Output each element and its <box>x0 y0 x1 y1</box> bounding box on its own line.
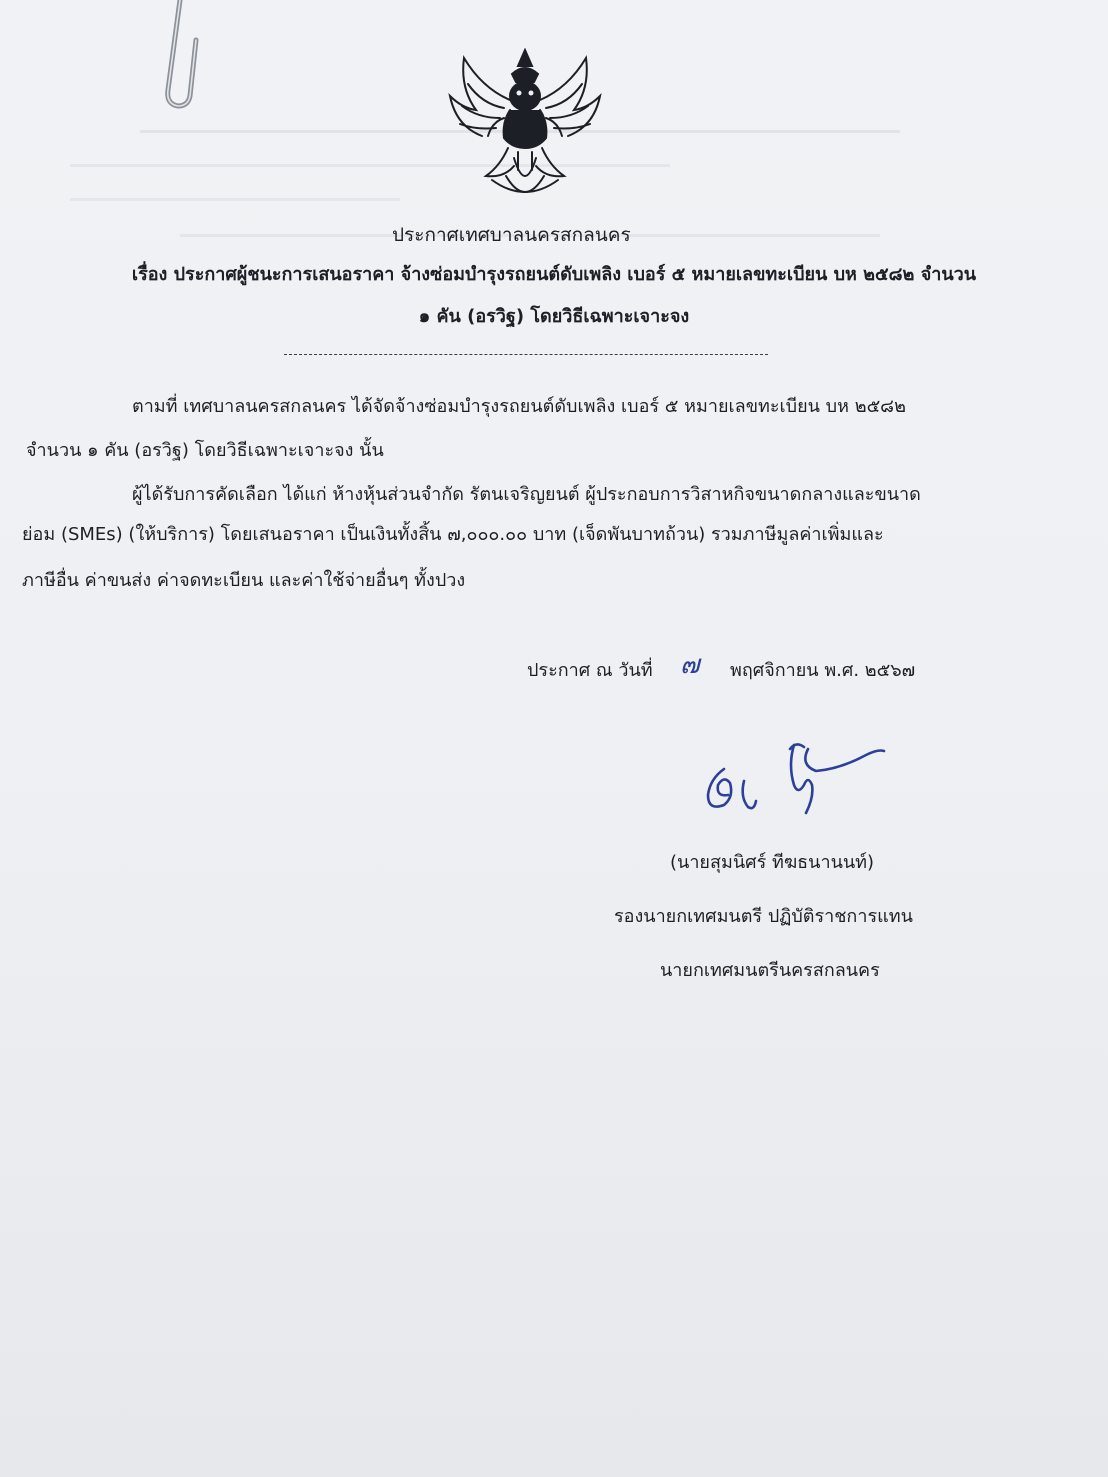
paragraph-1-line-1: ตามที่ เทศบาลนครสกลนคร ได้จัดจ้างซ่อมบำรุงรถยนต์ดับเพลิง เบอร์ ๕ หมายเลขทะเบียน บห ๒๕๘๒ <box>132 396 906 417</box>
date-prefix: ประกาศ ณ วันที่ <box>527 660 653 681</box>
signer-title-2: นายกเทศมนตรีนครสกลนคร <box>660 960 880 981</box>
subject-line-2: ๑ คัน (อรวิฐ) โดยวิธีเฉพาะเจาะจง <box>418 306 690 327</box>
paragraph-1-line-2: จำนวน ๑ คัน (อรวิฐ) โดยวิธีเฉพาะเจาะจง นั้น <box>26 440 384 461</box>
paragraph-2-line-1: ผู้ได้รับการคัดเลือก ได้แก่ ห้างหุ้นส่วนจำกัด รัตนเจริญยนต์ ผู้ประกอบการวิสาหกิจขนาดกลางและขนาด <box>132 484 921 505</box>
garuda-emblem <box>442 48 608 208</box>
signer-name: (นายสุมนิศร์ ทีฆธนานนท์) <box>670 852 875 873</box>
date-suffix: พฤศจิกายน พ.ศ. ๒๕๖๗ <box>730 660 916 681</box>
handwritten-signature <box>690 735 900 830</box>
paragraph-2-line-3: ภาษีอื่น ค่าขนส่ง ค่าจดทะเบียน และค่าใช้จ่ายอื่นๆ ทั้งปวง <box>22 570 466 591</box>
announcement-header: ประกาศเทศบาลนครสกลนคร <box>392 224 631 246</box>
dashed-separator <box>284 354 768 355</box>
paragraph-2-line-2: ย่อม (SMEs) (ให้บริการ) โดยเสนอราคา เป็นเงินทั้งสิ้น ๗,๐๐๐.๐๐ บาท (เจ็ดพันบาทถ้วน) รวมภาษีมูลค่าเพิ่มและ <box>22 524 884 545</box>
date-day-handwritten: ๗ <box>680 650 700 680</box>
signer-title-1: รองนายกเทศมนตรี ปฏิบัติราชการแทน <box>614 906 913 927</box>
subject-line-1: เรื่อง ประกาศผู้ชนะการเสนอราคา จ้างซ่อมบำรุงรถยนต์ดับเพลิง เบอร์ ๕ หมายเลขทะเบียน บห ๒๕๘๒ จำนวน <box>131 264 977 285</box>
paper-clip <box>150 0 210 120</box>
